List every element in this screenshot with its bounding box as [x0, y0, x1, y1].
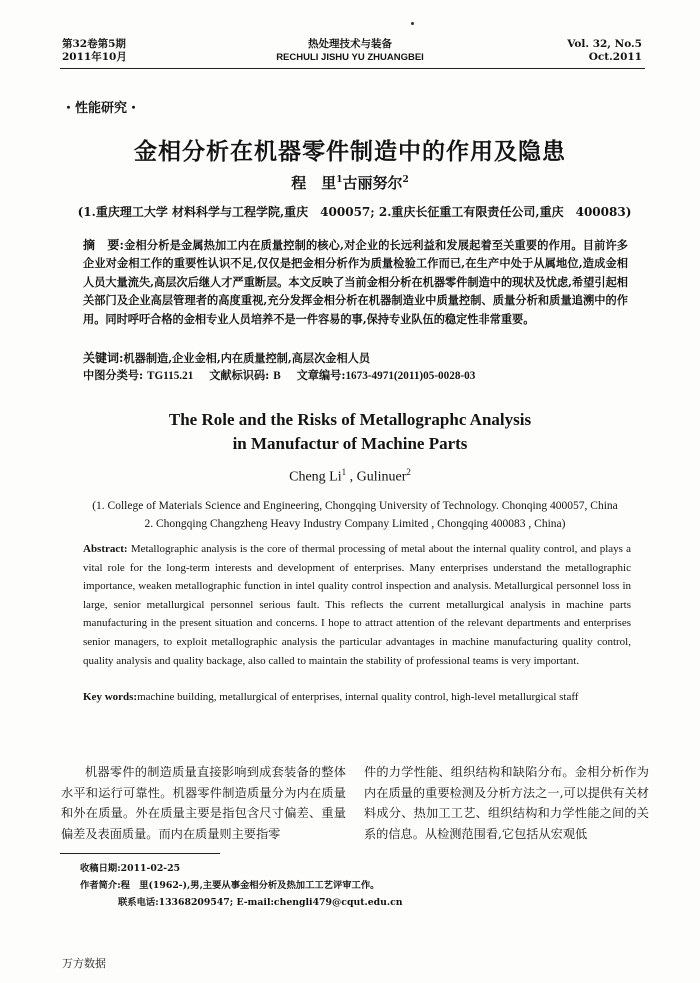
clc-label: 中图分类号:: [83, 368, 144, 382]
header-journal-pinyin: RECHULI JISHU YU ZHUANGBEI: [276, 52, 424, 63]
abstract-cn-label: 摘 要:: [83, 238, 124, 252]
doc-value: B: [273, 370, 281, 382]
doc-code: [209, 367, 280, 383]
scan-speck: [411, 22, 414, 25]
abstract-cn: [83, 236, 628, 328]
author-cn-1: 程 里: [291, 174, 337, 192]
authors-cn: [0, 172, 700, 193]
author-en-2: Gulinuer: [356, 469, 407, 485]
footnote-author-bio: 作者简介:程 里(1962-),男,主要从事金相分析及热加工工艺评审工作。: [80, 880, 380, 891]
body-column-right: [364, 762, 649, 844]
title-cn: 金相分析在机器零件制造中的作用及隐患: [134, 139, 566, 165]
abstract-en-text: Metallographic analysis is the core of thermal processing of metal about the internal quality control, and plays a vital role for the long-term interests and development of enterprises. Many enterprises understand the metallographic importance, weaken metallographic function in intel quality control inspection and analysis. Metallurgical personnel loss in large, senior metallurgical personnel serious fault. This reflects the current metallurgical analysis in machine parts manufacturing in the present situation and concerns. I hope to attract attention of the relevant departments and enterprises senior managers, to exploit metallographic analysis the particular advantages in machine manufacturing quality control, quality analysis and quality backage, also called to maintain the stability of professional teams is very important.: [83, 543, 632, 667]
footnote-divider: [60, 853, 220, 854]
article-label: 文章编号:: [296, 368, 346, 382]
author-cn-2: 古丽努尔: [342, 174, 403, 192]
header-divider: [60, 68, 645, 69]
authors-en: [0, 467, 700, 486]
affiliation-en-line2: 2. Chongqing Changzheng Heavy Industry Company Limited , Chongqing 400083 , China): [144, 518, 566, 530]
footnote-received: 收稿日期:2011-02-25: [80, 863, 181, 874]
article-value: 1673-4971(2011)05-0028-03: [345, 370, 476, 382]
author-cn-1-sup: 1: [336, 175, 343, 185]
keywords-cn-text: 机器制造,企业金相,内在质量控制,高层次金相人员: [123, 351, 371, 365]
abstract-en-label: Abstract:: [83, 543, 128, 555]
clc-number: [83, 367, 193, 383]
title-en-line1: The Role and the Risks of Metallographc Analysis: [168, 410, 532, 429]
keywords-en-label: Key words:: [83, 691, 138, 703]
title-en-line2: in Manufactur of Machine Parts: [232, 434, 468, 453]
abstract-cn-text: 金相分析是金属热加工内在质量控制的核心,对企业的长远利益和发展起着至关重要的作用。目前许多企业对金相工作的重要性认识不足,仅仅是把金相分析作为质量检验工作而已,在生产中处于从属地位,造成金相人员大量流失,高层次后继人才严重断层。本文反映了当前金相分析在机器零件制造中的现状及忧虑,希望引起相关部门及企业高层管理者的高度重视,充分发挥金相分析在机器制造业中质量控制、质量分析和质量追溯中的作用。同时呼吁合格的金相专业人员培养不是一件容易的事,保持专业队伍的稳定性非常重要。: [83, 238, 628, 326]
author-en-1-sup: 1: [341, 467, 347, 477]
column-tag: ・性能研究・: [62, 101, 141, 116]
watermark: 万方数据: [62, 957, 106, 970]
affiliation-en-line1: (1. College of Materials Science and Engineering, Chongqing University of Technology. Chonqing 400057, China: [92, 500, 618, 512]
doc-label: 文献标识码:: [209, 368, 270, 382]
body-column-left: [61, 762, 346, 844]
affiliation-cn: (1.重庆理工大学 材料科学与工程学院,重庆 400057; 2.重庆长征重工有限责任公司,重庆 400083): [77, 205, 632, 219]
article-number: [297, 367, 476, 383]
keywords-cn: [83, 349, 628, 366]
abstract-en: [83, 540, 631, 670]
header-journal-cn: 热处理技术与装备: [308, 38, 392, 50]
title-en: [0, 408, 700, 456]
body-right-text: 件的力学性能、组织结构和缺陷分布。金相分析作为内在质量的重要检测及分析方法之一,可以提供有关材料成分、热加工工艺、组织结构和力学性能之间的关系的信息。从检测范围看,它包括从宏观低: [364, 765, 649, 841]
affiliation-en: [60, 497, 650, 533]
keywords-en: [83, 688, 631, 707]
author-en-1: Cheng Li: [289, 469, 342, 485]
clc-value: TG115.21: [146, 370, 194, 382]
header-date-en: Oct.2011: [588, 51, 642, 63]
header-volume-en: [567, 38, 642, 64]
author-cn-2-sup: 2: [402, 175, 409, 185]
header-vol-no: Vol. 32, No.5: [567, 38, 642, 50]
header-volume-issue: 第32卷第5期: [62, 38, 126, 50]
author-en-separator: ,: [346, 469, 357, 485]
classification-line: [83, 367, 643, 383]
footnote-contact: 联系电话:13368209547; E-mail:chengli479@cqut.edu.cn: [118, 897, 403, 908]
body-left-text: 机器零件的制造质量直接影响到成套装备的整体水平和运行可靠性。机器零件制造质量分为内在质量和外在质量。外在质量主要是指包含尺寸偏差、重量偏差及表面质量。而内在质量则主要指零: [61, 765, 346, 841]
keywords-cn-label: 关键词:: [83, 351, 124, 365]
keywords-en-text: machine building, metallurgical of enterprises, internal quality control, high-level metallurgical staff: [137, 691, 579, 703]
header-date: 2011年10月: [62, 51, 127, 63]
author-en-2-sup: 2: [406, 467, 411, 477]
